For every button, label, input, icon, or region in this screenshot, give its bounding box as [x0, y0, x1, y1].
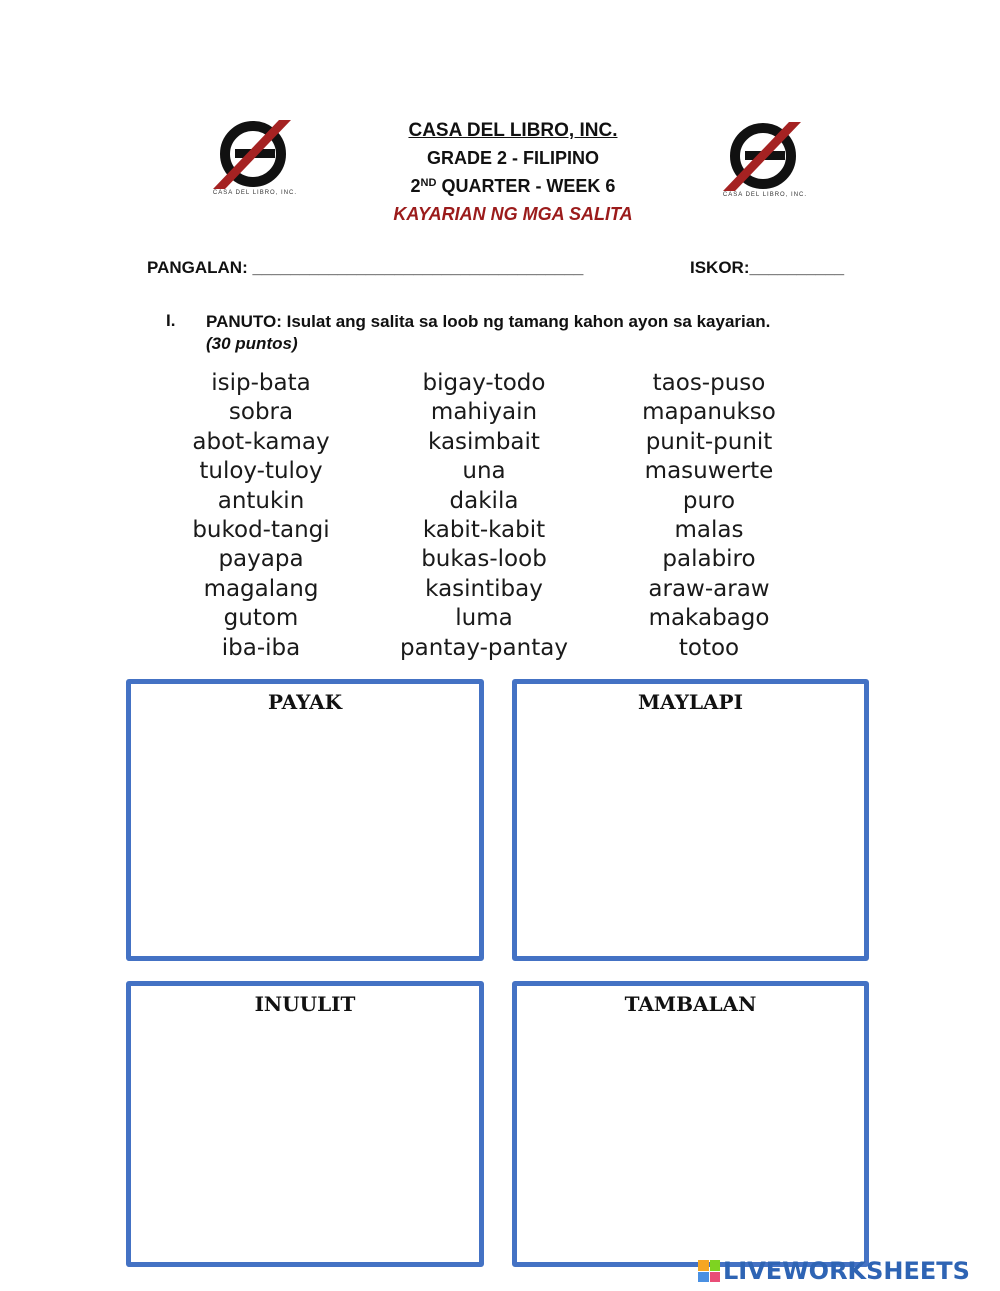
box-title-maylapi: MAYLAPI	[638, 690, 743, 714]
draggable-word[interactable]: bukas-loob	[421, 546, 547, 573]
draggable-word[interactable]: malas	[674, 516, 744, 543]
quarter-number: 2	[410, 176, 421, 196]
draggable-word[interactable]: pantay-pantay	[400, 634, 568, 661]
quarter-rest: QUARTER - WEEK 6	[436, 176, 616, 196]
instruction-body: PANUTO: Isulat ang salita sa loob ng tamang kahon ayon sa kayarian.	[206, 312, 771, 331]
word-column-1	[141, 369, 381, 663]
draggable-word[interactable]: taos-puso	[652, 370, 766, 396]
quarter-ordinal: ND	[420, 177, 437, 189]
name-field[interactable]: PANGALAN: ___________________________________	[147, 258, 584, 277]
drop-box-maylapi[interactable]	[512, 679, 869, 961]
worksheet-header	[300, 118, 726, 228]
logo-caption: CASA DEL LIBRO, INC.	[212, 190, 298, 196]
liveworksheets-wordmark: LIVEWORKSHEETS	[723, 1257, 970, 1285]
lesson-topic: KAYARIAN NG MGA SALITA	[393, 204, 633, 224]
draggable-word[interactable]: punit-punit	[645, 428, 773, 455]
draggable-word[interactable]: araw-araw	[648, 575, 770, 602]
company-logo-right	[715, 118, 815, 210]
draggable-word[interactable]: gutom	[223, 605, 299, 632]
instruction-number: I.	[166, 311, 176, 330]
draggable-word[interactable]: iba-iba	[221, 634, 301, 661]
draggable-word[interactable]: puro	[682, 487, 736, 514]
draggable-word[interactable]: dakila	[449, 487, 519, 514]
draggable-word[interactable]: mahiyain	[430, 399, 538, 426]
draggable-word[interactable]: payapa	[218, 546, 304, 573]
draggable-word[interactable]: magalang	[203, 575, 319, 602]
draggable-word[interactable]: kasimbait	[428, 428, 540, 455]
instruction-points: (30 puntos)	[206, 334, 298, 353]
liveworksheets-watermark[interactable]	[698, 1256, 970, 1286]
draggable-word[interactable]: luma	[455, 605, 513, 632]
company-name: CASA DEL LIBRO, INC.	[408, 120, 618, 141]
quarter-week	[300, 172, 726, 200]
word-column-3	[589, 369, 829, 663]
draggable-word[interactable]: sobra	[228, 399, 294, 426]
liveworksheets-logo-icon	[698, 1260, 720, 1282]
drop-box-inuulit[interactable]	[126, 981, 484, 1267]
draggable-word[interactable]: masuwerte	[644, 458, 774, 485]
draggable-word[interactable]: isip-bata	[211, 370, 311, 396]
draggable-word[interactable]: antukin	[217, 487, 305, 514]
instruction-text	[206, 311, 886, 355]
drop-box-payak[interactable]	[126, 679, 484, 961]
draggable-word[interactable]: bigay-todo	[422, 370, 546, 396]
draggable-word[interactable]: palabiro	[662, 546, 756, 573]
box-title-tambalan: TAMBALAN	[624, 992, 757, 1016]
draggable-word[interactable]: kabit-kabit	[422, 516, 546, 543]
word-column-2	[364, 369, 604, 663]
draggable-word[interactable]: una	[462, 458, 506, 485]
draggable-word[interactable]: mapanukso	[642, 399, 776, 426]
draggable-word[interactable]: makabago	[648, 605, 770, 632]
draggable-word[interactable]: tuloy-tuloy	[199, 458, 323, 485]
grade-subject: GRADE 2 - FILIPINO	[426, 148, 599, 168]
score-field[interactable]: ISKOR:__________	[690, 258, 845, 277]
logo-caption: CASA DEL LIBRO, INC.	[722, 192, 808, 198]
box-title-payak: PAYAK	[267, 690, 342, 714]
word-bank	[0, 369, 1000, 669]
draggable-word[interactable]: abot-kamay	[192, 428, 330, 455]
draggable-word[interactable]: kasintibay	[425, 575, 543, 602]
drop-box-tambalan[interactable]	[512, 981, 869, 1267]
company-logo-left	[205, 116, 305, 208]
draggable-word[interactable]: bukod-tangi	[192, 516, 330, 543]
box-title-inuulit: INUULIT	[254, 992, 356, 1016]
draggable-word[interactable]: totoo	[678, 634, 740, 661]
